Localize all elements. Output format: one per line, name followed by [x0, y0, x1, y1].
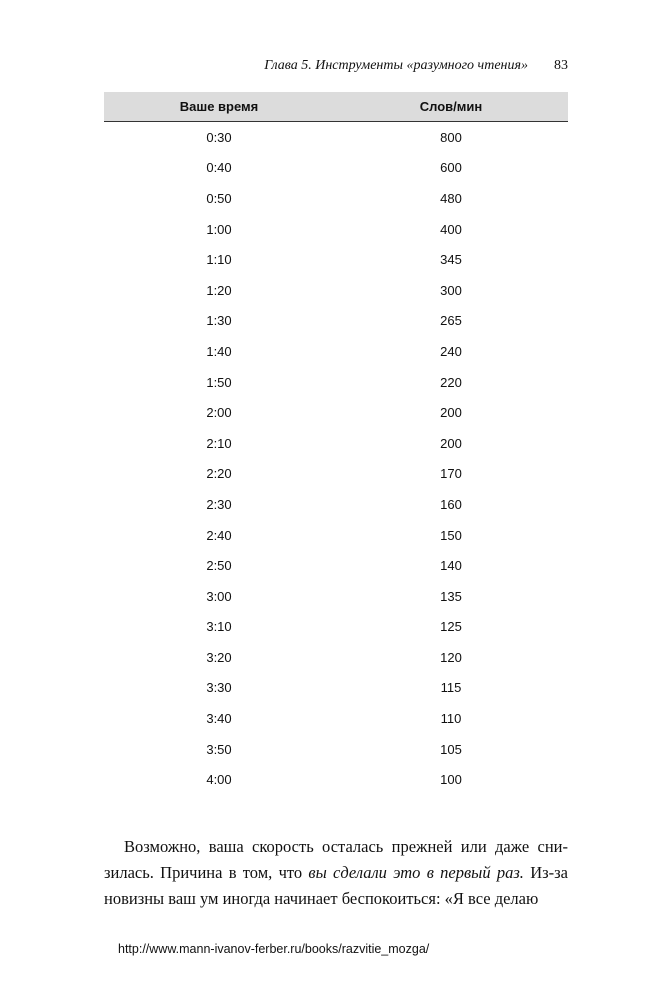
column-header-time: Ваше время — [104, 92, 334, 122]
reading-speed-table — [104, 92, 568, 795]
table-row — [104, 244, 568, 275]
table-row — [104, 336, 568, 367]
cell-time: 3:30 — [206, 680, 232, 696]
cell-words-per-minute: 125 — [440, 619, 462, 635]
table-row — [104, 122, 568, 153]
table-row — [104, 642, 568, 673]
cell-time: 1:20 — [206, 282, 232, 298]
cell-words-per-minute: 265 — [440, 313, 462, 329]
table-row — [104, 367, 568, 398]
cell-time: 2:20 — [206, 466, 232, 482]
cell-words-per-minute: 135 — [440, 588, 462, 604]
table-row — [104, 153, 568, 184]
cell-time: 3:40 — [206, 711, 232, 727]
table-header-row — [104, 92, 568, 122]
paragraph-text-end: Из-за новизны ваш ум иногда начинает беспокоиться: «Я все делаю — [104, 863, 568, 908]
cell-words-per-minute: 120 — [440, 649, 462, 665]
table-row — [104, 183, 568, 214]
table-row — [104, 520, 568, 551]
table-row — [104, 734, 568, 765]
cell-time: 0:30 — [206, 129, 232, 145]
cell-words-per-minute: 170 — [440, 466, 462, 482]
cell-time: 3:50 — [206, 741, 232, 757]
cell-time: 2:30 — [206, 496, 232, 512]
cell-words-per-minute: 200 — [440, 435, 462, 451]
table-row — [104, 703, 568, 734]
table-row — [104, 489, 568, 520]
cell-time: 3:20 — [206, 649, 232, 665]
table-row — [104, 459, 568, 490]
column-header-wpm: Слов/мин — [334, 92, 568, 122]
page-number: 83 — [554, 58, 568, 73]
cell-time: 1:30 — [206, 313, 232, 329]
table-row — [104, 550, 568, 581]
cell-words-per-minute: 105 — [440, 741, 462, 757]
cell-words-per-minute: 100 — [440, 772, 462, 788]
cell-time: 1:00 — [206, 221, 232, 237]
cell-time: 3:00 — [206, 588, 232, 604]
table-row — [104, 612, 568, 643]
cell-words-per-minute: 345 — [440, 252, 462, 268]
running-head — [240, 58, 568, 80]
table-row — [104, 428, 568, 459]
cell-time: 2:50 — [206, 558, 232, 574]
table-body — [104, 122, 568, 796]
cell-words-per-minute: 160 — [440, 496, 462, 512]
cell-time: 2:10 — [206, 435, 232, 451]
cell-time: 4:00 — [206, 772, 232, 788]
cell-words-per-minute: 110 — [440, 711, 462, 727]
table-row — [104, 581, 568, 612]
paragraph-text-start: Возможно, ваша скорость осталась прежней или даже снизилась. Причина в том, что — [104, 837, 568, 882]
cell-words-per-minute: 150 — [440, 527, 462, 543]
body-paragraph — [104, 834, 568, 912]
table-row — [104, 397, 568, 428]
cell-time: 2:00 — [206, 405, 232, 421]
cell-time: 1:40 — [206, 343, 232, 359]
cell-words-per-minute: 220 — [440, 374, 462, 390]
cell-time: 3:10 — [206, 619, 232, 635]
cell-words-per-minute: 115 — [440, 680, 462, 696]
cell-words-per-minute: 240 — [440, 343, 462, 359]
source-url[interactable]: http://www.mann-ivanov-ferber.ru/books/razvitie_mozga/ — [118, 942, 430, 956]
cell-words-per-minute: 140 — [440, 558, 462, 574]
cell-time: 0:50 — [206, 190, 232, 206]
table-row — [104, 764, 568, 795]
cell-words-per-minute: 400 — [440, 221, 462, 237]
cell-time: 1:50 — [206, 374, 232, 390]
table-row — [104, 275, 568, 306]
cell-words-per-minute: 480 — [440, 190, 462, 206]
cell-words-per-minute: 800 — [440, 129, 462, 145]
cell-time: 0:40 — [206, 160, 232, 176]
cell-time: 1:10 — [206, 252, 232, 268]
table-row — [104, 673, 568, 704]
paragraph-emphasis: вы сделали это в первый раз. — [308, 863, 524, 882]
cell-words-per-minute: 200 — [440, 405, 462, 421]
table-row — [104, 214, 568, 245]
cell-time: 2:40 — [206, 527, 232, 543]
cell-words-per-minute: 300 — [440, 282, 462, 298]
cell-words-per-minute: 600 — [440, 160, 462, 176]
table-row — [104, 306, 568, 337]
running-title: Глава 5. Инструменты «разумного чтения» — [264, 58, 528, 73]
